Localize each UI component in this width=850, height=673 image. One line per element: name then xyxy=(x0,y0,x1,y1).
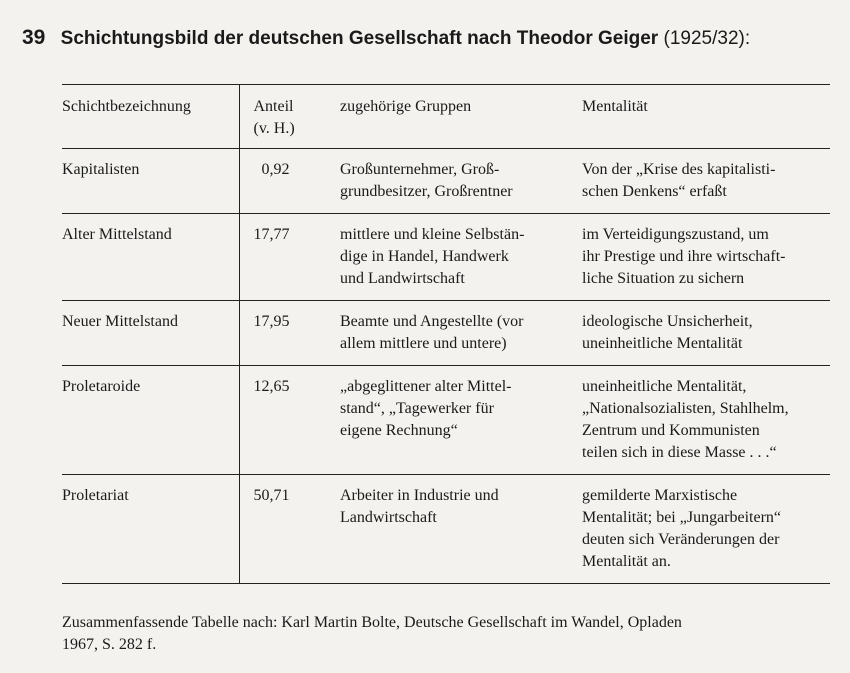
section-number: 39 xyxy=(22,26,46,49)
row-mentality-line: Mentalität an. xyxy=(582,553,671,570)
row-share: 0,92 xyxy=(239,149,326,214)
section-title: Schichtungsbild der deutschen Gesellschaft nach Theodor Geiger xyxy=(60,28,659,49)
row-mentality-line: deuten sich Veränderungen der xyxy=(582,531,780,548)
row-mentality-line: uneinheitliche Mentalität xyxy=(582,335,743,352)
row-mentality-line: ihr Prestige und ihre wirtschaft- xyxy=(582,248,786,265)
table-row-neuer-mittelstand xyxy=(62,301,830,366)
row-share: 50,71 xyxy=(239,475,326,584)
row-mentality-line: teilen sich in diese Masse . . .“ xyxy=(582,444,777,461)
row-groups-line: „abgeglittener alter Mittel- xyxy=(340,378,512,395)
row-mentality xyxy=(568,301,830,366)
footnote-line: 1967, S. 282 f. xyxy=(62,636,157,653)
row-mentality-line: Zentrum und Kommunisten xyxy=(582,422,760,439)
row-share: 17,77 xyxy=(239,214,326,301)
header-anteil-line-1: Anteil xyxy=(253,98,294,115)
row-mentality-line: liche Situation zu sichern xyxy=(582,270,745,287)
row-groups-line: Arbeiter in Industrie und xyxy=(340,487,499,504)
source-footnote xyxy=(62,612,842,656)
table-row-proletariat xyxy=(62,475,830,584)
row-name: Proletaroide xyxy=(62,378,141,395)
row-mentality xyxy=(568,366,830,475)
row-mentality-line: gemilderte Marxistische xyxy=(582,487,738,504)
table-row-proletaroide xyxy=(62,366,830,475)
row-name: Alter Mittelstand xyxy=(62,226,172,243)
header-gruppen: zugehörige Gruppen xyxy=(340,98,472,115)
row-share: 17,95 xyxy=(239,301,326,366)
row-name: Neuer Mittelstand xyxy=(62,313,178,330)
row-mentality-line: im Verteidigungszustand, um xyxy=(582,226,769,243)
header-schicht: Schichtbezeichnung xyxy=(62,98,191,115)
row-groups-line: grundbesitzer, Großrentner xyxy=(340,183,513,200)
row-groups-line: Großunternehmer, Groß- xyxy=(340,161,500,178)
row-groups xyxy=(326,475,568,584)
table-header-row xyxy=(62,85,830,149)
row-mentality-line: Mentalität; bei „Jungarbeitern“ xyxy=(582,509,782,526)
section-years: (1925/32): xyxy=(663,28,751,49)
header-anteil xyxy=(239,85,326,149)
row-groups-line: mittlere und kleine Selbstän- xyxy=(340,226,525,243)
row-mentality xyxy=(568,475,830,584)
row-mentality-line: Von der „Krise des kapitalisti- xyxy=(582,161,776,178)
row-share: 12,65 xyxy=(239,366,326,475)
row-name: Kapitalisten xyxy=(62,161,140,178)
row-groups-line: Beamte und Angestellte (vor xyxy=(340,313,524,330)
section-heading xyxy=(22,26,750,50)
row-groups-line: eigene Rechnung“ xyxy=(340,422,458,439)
table-row-alter-mittelstand xyxy=(62,214,830,301)
row-groups xyxy=(326,301,568,366)
row-mentality xyxy=(568,149,830,214)
row-mentality-line: ideologische Unsicherheit, xyxy=(582,313,753,330)
footnote-line: Zusammenfassende Tabelle nach: Karl Martin Bolte, Deutsche Gesellschaft im Wandel, Opladen xyxy=(62,614,682,631)
row-mentality xyxy=(568,214,830,301)
row-groups xyxy=(326,214,568,301)
row-groups-line: dige in Handel, Handwerk xyxy=(340,248,509,265)
row-groups-line: und Landwirtschaft xyxy=(340,270,465,287)
row-mentality-line: schen Denkens“ erfaßt xyxy=(582,183,727,200)
row-groups xyxy=(326,149,568,214)
row-groups-line: allem mittlere und untere) xyxy=(340,335,507,352)
row-mentality-line: uneinheitliche Mentalität, xyxy=(582,378,747,395)
table-row-kapitalisten xyxy=(62,149,830,214)
stratification-table xyxy=(62,84,830,584)
row-groups-line: Landwirtschaft xyxy=(340,509,437,526)
header-mentalitaet: Mentalität xyxy=(582,98,648,115)
header-anteil-line-2: (v. H.) xyxy=(253,120,295,137)
row-mentality-line: „Nationalsozialisten, Stahlhelm, xyxy=(582,400,789,417)
row-groups xyxy=(326,366,568,475)
row-groups-line: stand“, „Tagewerker für xyxy=(340,400,494,417)
row-name: Proletariat xyxy=(62,487,129,504)
